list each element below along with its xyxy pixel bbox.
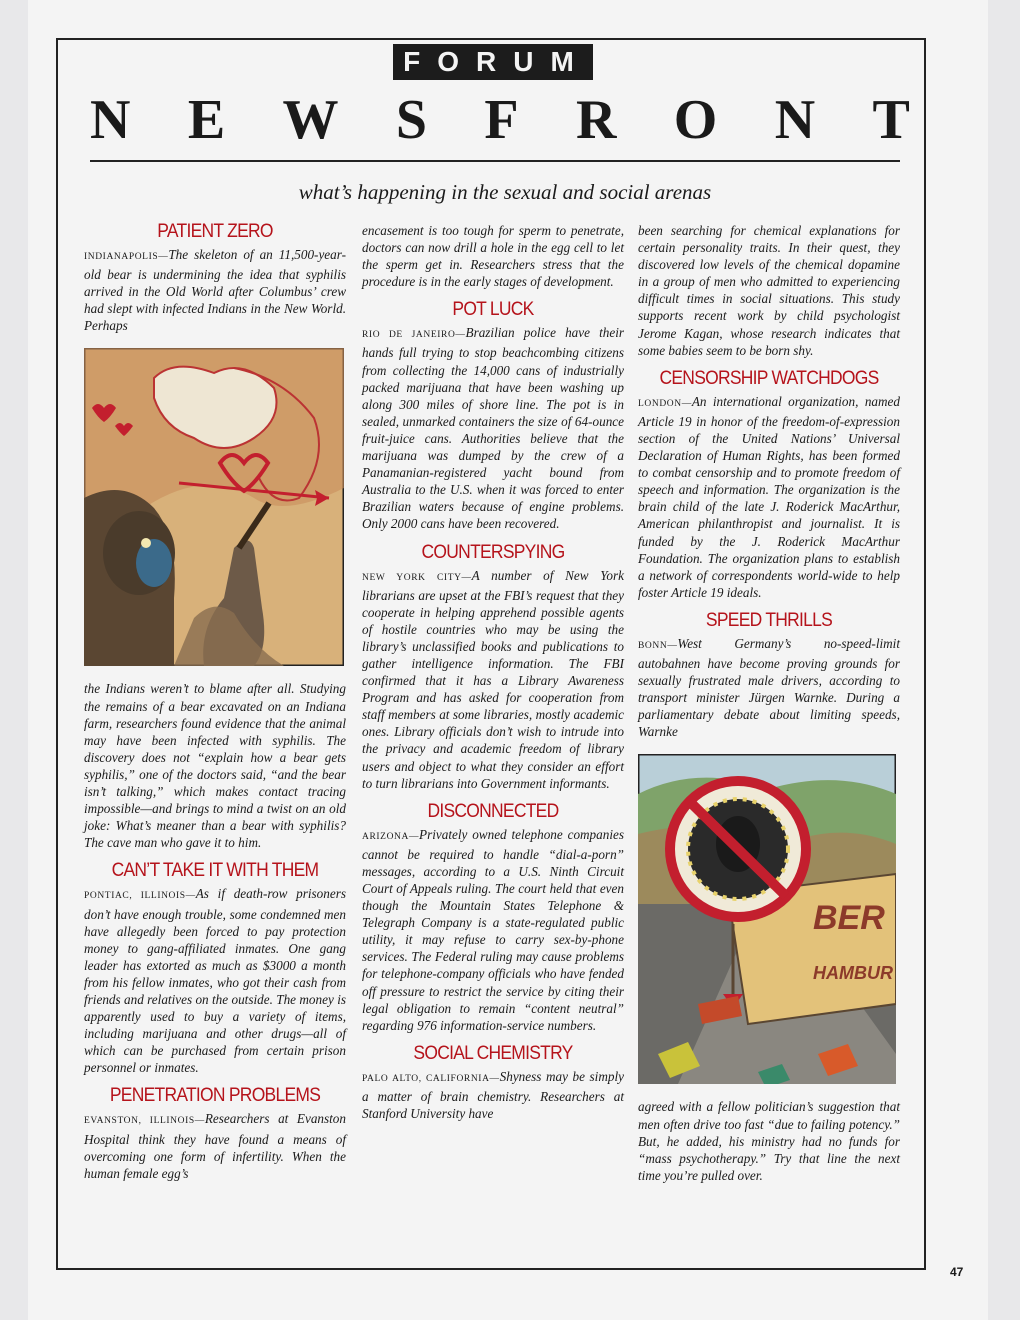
article-censorship-text xyxy=(638,393,900,601)
bear-caveman-illustration xyxy=(84,348,344,666)
dateline: ARIZONA— xyxy=(362,831,420,842)
headline-disconnected: DISCONNECTED xyxy=(427,800,559,822)
dateline: PONTIAC, ILLINOIS— xyxy=(84,891,196,902)
headline-patient-zero: PATIENT ZERO xyxy=(157,221,273,242)
article-patient-zero-text xyxy=(84,246,346,334)
newsfront-title xyxy=(90,88,910,152)
article-speed-thrills-text-continued: agreed with a fellow politician’s suggestion that men often drive too fast “due to failing potency.” But, he added, his ministry had no funds for “mass psychotherapy.” Try that line the next time you’re pulled over. xyxy=(638,1099,900,1183)
article-disconnected-text xyxy=(362,826,624,1034)
title-letter: T xyxy=(872,89,910,151)
headline-counterspying: COUNTERSPYING xyxy=(421,541,565,563)
article-pot-luck-text xyxy=(362,324,624,532)
article-social-chemistry-text xyxy=(362,1068,624,1122)
article-text: An international organization, named Article 19 in honor of the freedom-of-expression section of the United Nations’ Universal Declaration of Human Rights, has been formed to combat censorship and to promote freedom of speech and information. The organization is the brain child of the late J. Roderick MacArthur, American philanthropist and journalist. It is funded by the J. Roderick MacArthur Foundation. The organization plans to establish a network of correspondents world-wide to help foster Article 19 ideals. xyxy=(638,393,900,600)
title-letter: O xyxy=(673,89,718,151)
column-1 xyxy=(84,222,346,1182)
dateline: EVANSTON, ILLINOIS— xyxy=(84,1116,205,1127)
headline-penetration: PENETRATION PROBLEMS xyxy=(109,1085,321,1107)
page-number: 47 xyxy=(950,1265,964,1279)
headline-speed-thrills: SPEED THRILLS xyxy=(705,609,833,631)
dateline: LONDON— xyxy=(638,398,692,409)
title-letter: F xyxy=(484,89,519,151)
dateline: BONN— xyxy=(638,640,678,651)
title-letter: W xyxy=(282,89,339,151)
article-text: A number of New York librarians are upset at the FBI’s request that they cooperate in helping apprehend possible agents of hostile countries who may be using the library’s unclassified books and publications to gather intelligence information. The FBI confirmed that it has a Library Awareness Program and has asked for cooperation from staff members at some libraries, mostly academic ones. Library officials don’t wish to intrude into the privacy and academic freedom of library users and object to what they consider an effort to turn librarians into Government informants. xyxy=(362,567,624,791)
article-text: West Germany’s no-speed-limit autobahnen have become proving grounds for sexually frustrated male drivers, according to transport minister Jürgen Warnke. During a parliamentary debate about limiting speeds, Warnke xyxy=(638,635,900,740)
article-counterspying-text xyxy=(362,567,624,792)
title-letter: R xyxy=(575,89,617,151)
article-text: Shyness may be simply a matter of brain chemistry. Researchers at Stanford University have xyxy=(362,1068,624,1122)
headline-censorship: CENSORSHIP WATCHDOGS xyxy=(659,367,879,389)
article-speed-thrills-text xyxy=(638,635,900,741)
article-text: The skeleton of an 11,500-year-old bear is undermining the idea that syphilis arrived in the Old World after Columbus’ crew had slept with infected Indians in the New World. Perhaps xyxy=(84,247,346,334)
title-letter: N xyxy=(774,89,816,151)
article-patient-zero-text-continued: the Indians weren’t to blame after all. Studying the remains of a bear excavated on an Indiana farm, researchers found evidence that the animal may have been infected with syphilis. The discovery does not “explain how a bear gets syphilis,” one of the doctors said, “and the bear isn’t talking,” which makes contact tracing impossible—and brings to mind a twist on an old joke: What’s meaner than a bear with syphilis? The cave man who gave it to him. xyxy=(84,681,346,851)
column-2 xyxy=(362,222,624,1122)
title-letter: N xyxy=(90,89,131,151)
dateline: NEW YORK CITY— xyxy=(362,572,472,583)
title-letter: S xyxy=(395,89,428,151)
headline-cant-take-it: CAN’T TAKE IT WITH THEM xyxy=(111,860,319,882)
headline-social-chemistry: SOCIAL CHEMISTRY xyxy=(413,1042,573,1064)
forum-banner: FORUM xyxy=(393,44,593,80)
article-social-chemistry-text-continued: been searching for chemical explanations for certain personality traits. In their quest, they discovered low levels of the chemical dopamine in a group of men who admitted to experiencing difficult times in social situations. This study supports recent work by child psychologist Jerome Kagan, whose research indicates that some babies seem to be born shy. xyxy=(638,223,900,358)
column-3 xyxy=(638,222,900,1184)
article-penetration-text-continued: encasement is too tough for sperm to penetrate, doctors can now drill a hole in the egg cell to let the sperm get in. Researchers stress that the procedure is in the early stages of development. xyxy=(362,223,624,290)
dateline: INDIANAPOLIS— xyxy=(84,252,169,262)
article-cant-take-it-text xyxy=(84,885,346,1076)
article-text: Researchers at Evanston Hospital think they have found a means of overcoming one form of infertility. When the human female egg’s xyxy=(84,1111,346,1181)
sign-text-2: HAMBUR xyxy=(813,963,893,984)
article-text: Brazilian police have their hands full trying to stop beachcombing citizens from collecting the 14,000 cans of industrially packed marijuana that have been washing up along 300 miles of shore line. The pot is in sealed, unmarked containers the size of 64-ounce fruit-juice cans. Authorities believe that the marijuana was dumped by the crew of a Panamanian-registered yacht bound from Australia to the U.S. when it was forced to enter Brazilian waters because of engine problems. Only 2000 cans have been recovered. xyxy=(362,325,624,532)
title-rule xyxy=(90,160,900,162)
tagline: what’s happening in the sexual and social arenas xyxy=(298,180,712,204)
article-text: Privately owned telephone companies cannot be required to handle “dial-a-porn” messages, according to a U.S. Ninth Circuit Court of Appeals ruling. The court held that even though the Mountain States Telephone & Telegraph Company is a state-regulated public utility, it may refuse to carry sex-by-phone services. The Federal ruling may cause problems for telephone-company officials who have fended off pressure to restrict the service by citing their legal obligation to remain “content neutral” regarding 976 information-service numbers. xyxy=(362,826,624,1033)
article-text: As if death-row prisoners don’t have enough trouble, some condemned men have allegedly been forced to pay protection money to gang-affiliated inmates. One gang leader has extorted as much as $3000 a month from his fellow inmates, who got their cash from friends and relatives on the outside. The money is apparently used to buy a variety of items, including marijuana and other drugs—all of which can be purchased from certain prison personnel or inmates. xyxy=(84,886,346,1076)
dateline: RIO DE JANEIRO— xyxy=(362,330,466,341)
sign-text: BER xyxy=(813,899,885,938)
dateline: PALO ALTO, CALIFORNIA— xyxy=(362,1073,500,1084)
headline-pot-luck: POT LUCK xyxy=(452,299,534,321)
title-letter: E xyxy=(187,89,226,151)
article-penetration-text xyxy=(84,1110,346,1181)
autobahn-sign-illustration xyxy=(638,754,896,1084)
